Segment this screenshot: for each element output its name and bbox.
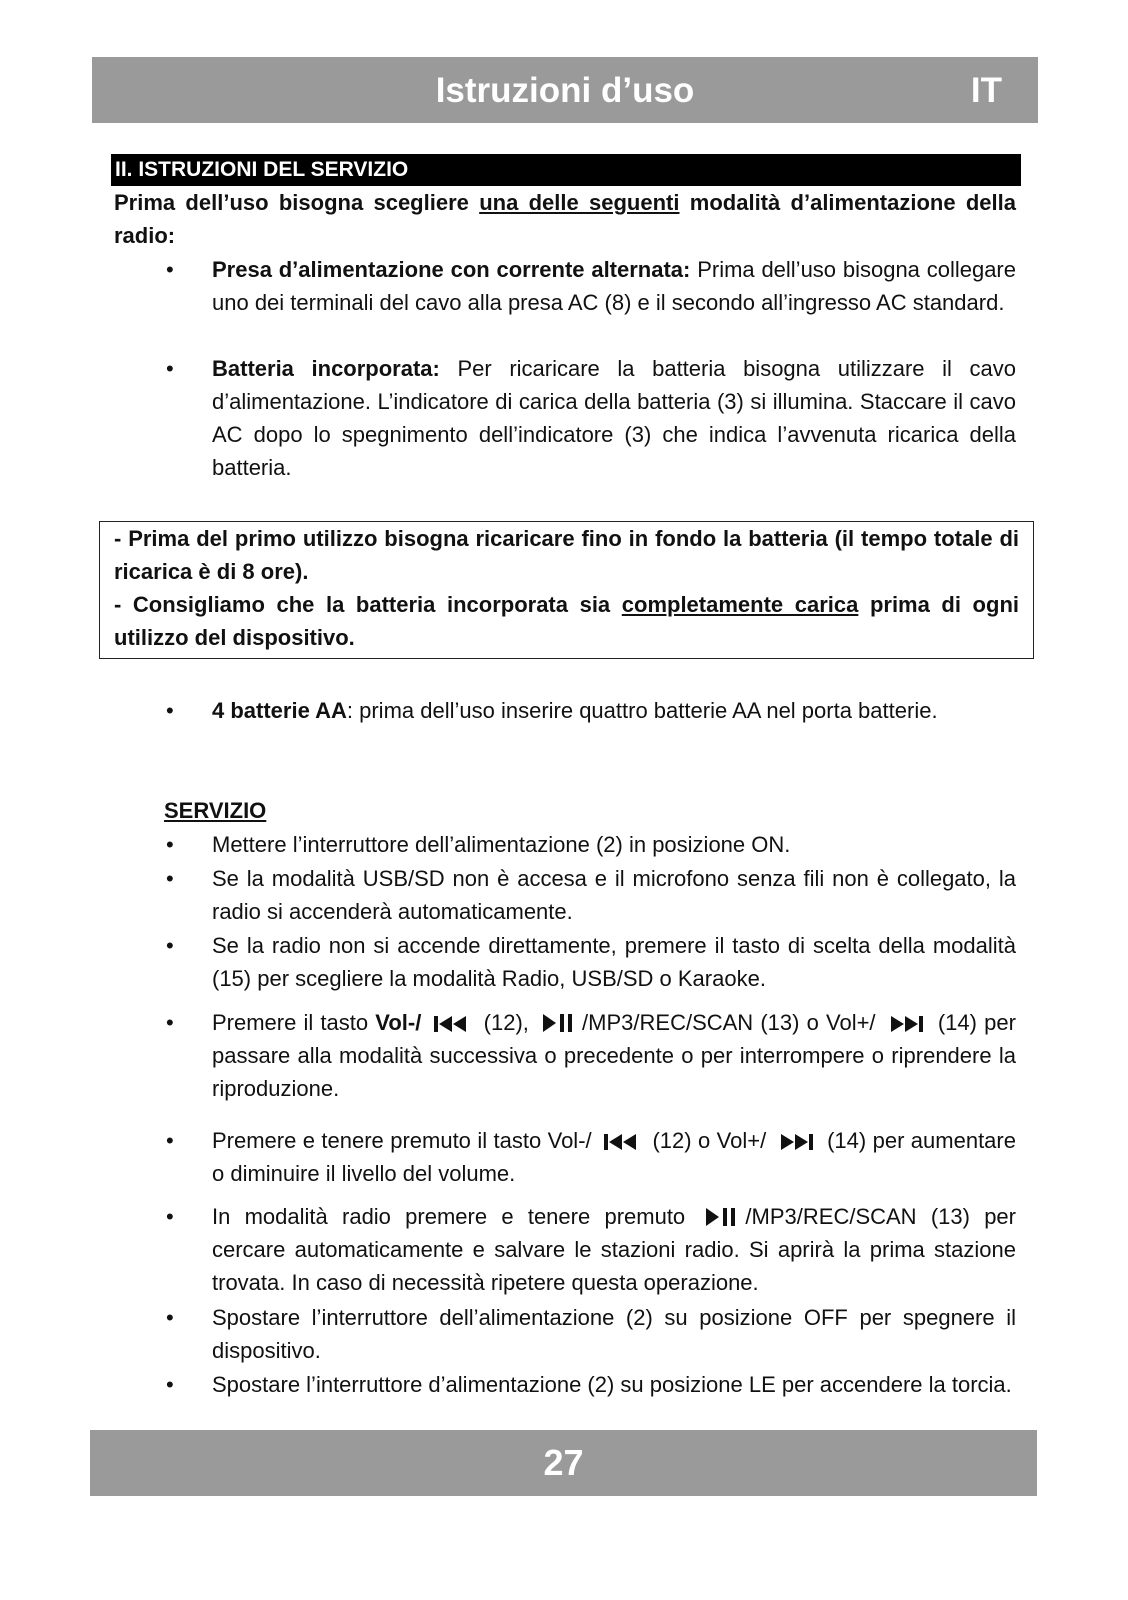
service-item-3: Se la radio non si accende direttamente, premere il tasto di scelta della modalità (15) per scegliere la modalità Radio, USB/SD o Karaoke. bbox=[212, 933, 1016, 991]
next-track-icon bbox=[777, 1131, 817, 1153]
bullet: • bbox=[166, 866, 174, 891]
note-line-2: - Consigliamo che la batteria incorporata sia completamente carica prima di ogni utilizzo del dispositivo. bbox=[114, 592, 1019, 650]
service-item-7: Spostare l’interruttore dell’alimentazione (2) su posizione OFF per spegnere il dispositivo. bbox=[212, 1305, 1016, 1363]
aa-batteries-item: 4 batterie AA: prima dell’uso inserire quattro batterie AA nel porta batterie. bbox=[212, 698, 938, 723]
bullet: • bbox=[166, 832, 174, 857]
power-item-ac: Presa d’alimentazione con corrente alternata: Prima dell’uso bisogna collegare uno dei terminali del cavo alla presa AC (8) e il secondo all’ingresso AC standard. bbox=[212, 257, 1016, 315]
bullet: • bbox=[166, 1305, 174, 1330]
note-box bbox=[99, 521, 1034, 659]
bullet: • bbox=[166, 1010, 174, 1035]
language-code: IT bbox=[970, 71, 1002, 110]
section-title: II. ISTRUZIONI DEL SERVIZIO bbox=[115, 158, 409, 181]
service-item-6: In modalità radio premere e tenere premuto /MP3/REC/SCAN (13) per cercare automaticamente e salvare le stazioni radio. Si aprirà la prima stazione trovata. In caso di necessità ripetere questa operazione. bbox=[212, 1204, 1016, 1295]
service-item-8: Spostare l’interruttore d’alimentazione (2) su posizione LE per accendere la torcia. bbox=[212, 1372, 1012, 1397]
bullet: • bbox=[166, 1204, 174, 1229]
bullet: • bbox=[166, 1372, 174, 1397]
bullet: • bbox=[166, 698, 174, 723]
page-title: Istruzioni d’uso bbox=[435, 71, 695, 110]
section-heading-bar bbox=[111, 154, 1021, 186]
next-track-icon bbox=[887, 1013, 927, 1035]
service-title: SERVIZIO bbox=[164, 798, 267, 823]
power-item-battery: Batteria incorporata: Per ricaricare la batteria bisogna utilizzare il cavo d’alimentazione. L’indicatore di carica della batteria (3) si illumina. Staccare il cavo AC dopo lo spegnimento dell’indicatore (3) che indica l’avvenuta ricarica della batteria. bbox=[212, 356, 1016, 480]
service-item-1: Mettere l’interruttore dell’alimentazione (2) in posizione ON. bbox=[212, 832, 791, 857]
intro-paragraph: Prima dell’uso bisogna scegliere una delle seguenti modalità d’alimentazione della radio: bbox=[114, 190, 1016, 248]
service-item-4: Premere il tasto Vol-/ (12), /MP3/REC/SCAN (13) o Vol+/ (14) per passare alla modalità successiva o precedente o per interrompere o riprendere la riproduzione. bbox=[212, 1010, 1016, 1101]
previous-track-icon bbox=[432, 1013, 472, 1035]
service-item-2: Se la modalità USB/SD non è accesa e il microfono senza fili non è collegato, la radio si accenderà automaticamente. bbox=[212, 866, 1016, 924]
bullet: • bbox=[166, 356, 174, 381]
play-pause-icon bbox=[540, 1011, 578, 1037]
page-number: 27 bbox=[543, 1442, 584, 1483]
bullet: • bbox=[166, 257, 174, 282]
note-line-1: - Prima del primo utilizzo bisogna ricaricare fino in fondo la batteria (il tempo totale di ricarica è di 8 ore). bbox=[114, 526, 1019, 584]
footer-bar bbox=[90, 1430, 1037, 1496]
previous-track-icon bbox=[602, 1131, 642, 1153]
header-bar bbox=[92, 57, 1038, 123]
service-item-5: Premere e tenere premuto il tasto Vol-/ (12) o Vol+/ (14) per aumentare o diminuire il livello del volume. bbox=[212, 1128, 1016, 1186]
play-pause-icon bbox=[703, 1205, 741, 1231]
bullet: • bbox=[166, 1128, 174, 1153]
bullet: • bbox=[166, 933, 174, 958]
